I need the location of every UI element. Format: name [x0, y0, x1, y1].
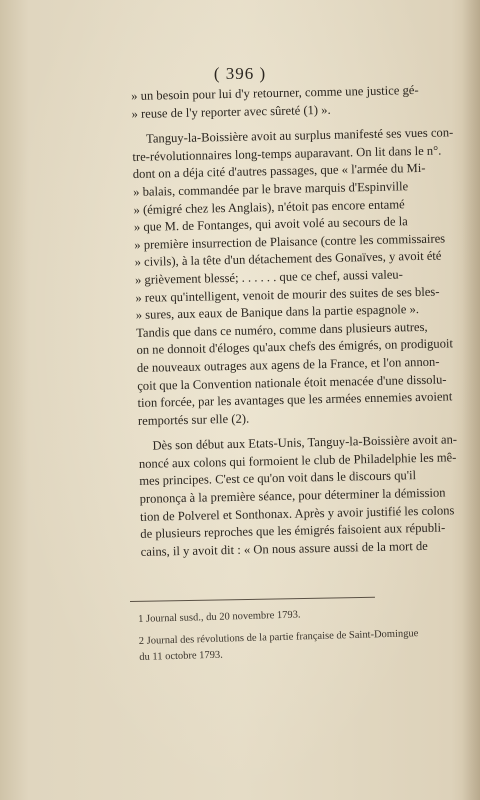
text-line: remportés sur elle (2). [137, 411, 250, 428]
text-line: prononça à la première séance, pour déterminer la démission [139, 485, 446, 506]
footnote-2: 2 Journal des révolutions de la partie française de Saint-Domingue [138, 628, 419, 647]
text-line: dont on a déja cité d'autres passages, que « l'armée du Mi- [132, 161, 426, 182]
text-line: tion forcée, par les avantages que les armées ennemies avoient [137, 389, 453, 411]
footnote-rule [130, 597, 375, 602]
text-line: » balais, commandée par le brave marquis d'Espinville [133, 179, 409, 199]
footnote-2-continued: du 11 octobre 1793. [139, 649, 224, 663]
text-line: » civils), à la tête d'un détachement des Gonaïves, y avoit été [134, 248, 442, 270]
text-line: Tanguy-la-Boissière avoit au surplus manifesté ses vues con- [145, 125, 454, 146]
footnotes [138, 603, 469, 666]
text-line: cains, il y avoit dit : « On nous assure aussi de la mort de [140, 538, 428, 559]
text-line: de nouveaux outrages aux agens de la France, et l'on annon- [136, 354, 440, 375]
text-line: » première insurrection de Plaisance (contre les commissaires [134, 231, 446, 252]
text-line: » sures, aux eaux de Banique dans la partie espagnole ». [135, 302, 420, 323]
footnote-1: 1 Journal susd., du 20 novembre 1793. [138, 609, 301, 625]
text-line: » grièvement blessé; . . . . . . que ce chef, aussi valeu- [134, 267, 403, 287]
text-line: » reux qu'intelligent, venoit de mourir des suites de ses bles- [135, 284, 440, 305]
text-line: mes principes. C'est ce qu'on voit dans le discours qu'il [139, 468, 417, 489]
text-line: » reuse de l'y reporter avec sûreté (1) ». [131, 102, 331, 121]
text-line: » (émigré chez les Anglais), n'étoit pas encore entamé [133, 196, 405, 217]
text-line: tion de Polverel et Sonthonax. Après y avoir justifié les colons [139, 502, 455, 524]
text-line: tre-révolutionnaires long-temps auparavant. On lit dans le n°. [132, 143, 442, 164]
text-line: » un besoin pour lui d'y retourner, comme une justice gé- [131, 82, 419, 103]
text-line: çoit que la Convention nationale étoit menacée d'une dissolu- [137, 371, 447, 393]
page-number: ( 396 ) [213, 64, 267, 83]
text-line: Tandis que dans ce numéro, comme dans plusieurs autres, [135, 319, 428, 340]
text-line: Dès son début aux Etats-Unis, Tanguy-la-Boissière avoit an- [152, 432, 458, 453]
text-line: » que M. de Fontanges, qui avoit volé au secours de la [133, 214, 408, 235]
text-line: noncé aux colons qui formoient le club de Philadelphie les mê- [138, 450, 457, 471]
body-text [131, 81, 480, 561]
text-line: on ne donnoit d'éloges qu'aux chefs des émigrés, on prodiguoit [136, 336, 454, 358]
text-line: de plusieurs reproches que les émigrés faisoient aux républi- [140, 520, 446, 542]
